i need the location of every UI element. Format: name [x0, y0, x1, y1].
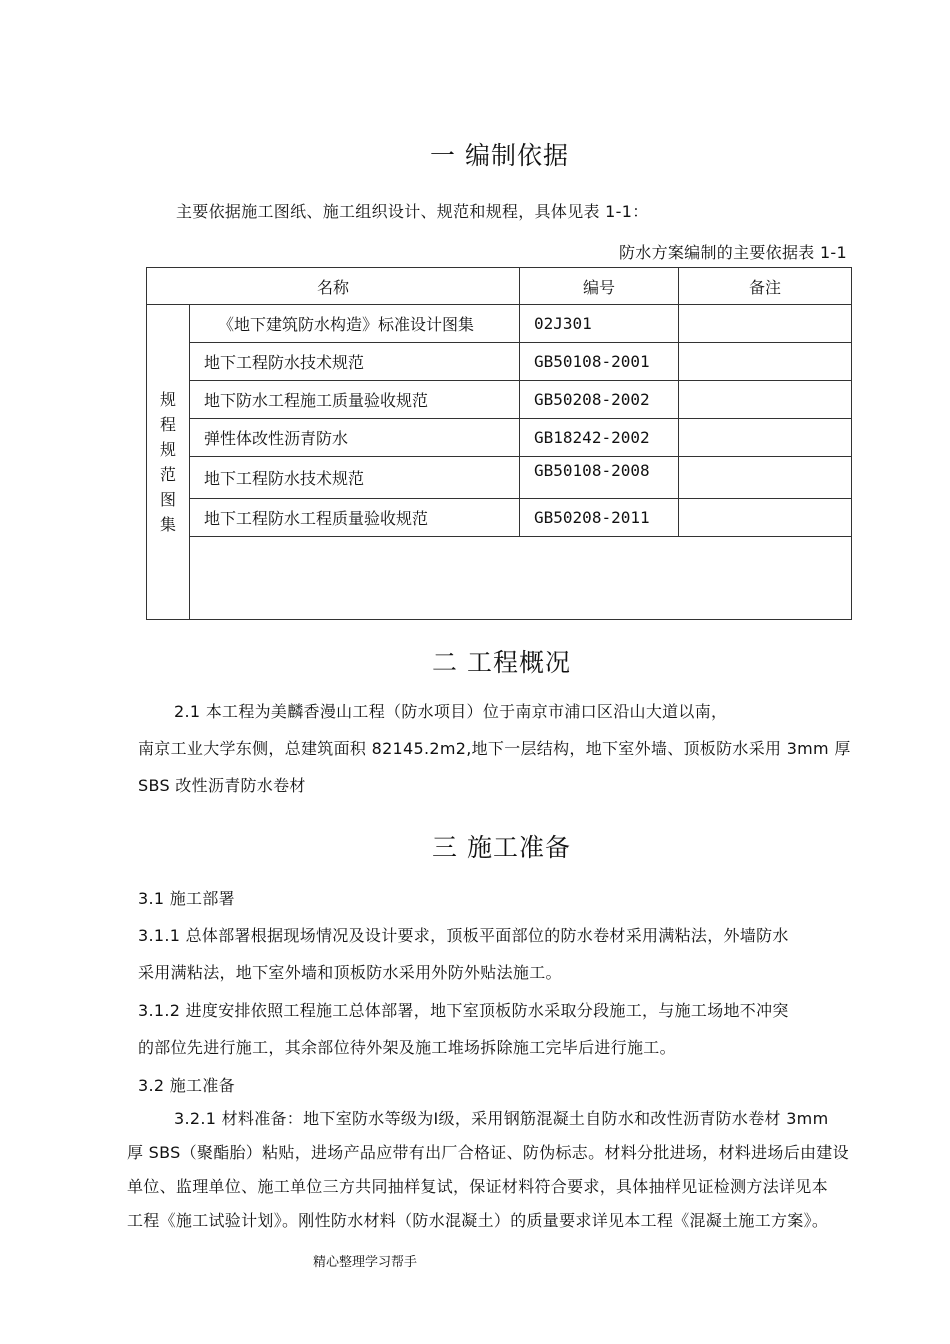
row-note [679, 343, 852, 381]
group-label-char: 规 [159, 390, 176, 409]
row-name: 地下工程防水工程质量验收规范 [190, 499, 520, 537]
row-name: 地下防水工程施工质量验收规范 [190, 381, 520, 419]
table-header-row [147, 268, 852, 305]
row-name: 地下工程防水技术规范 [190, 343, 520, 381]
basis-table [146, 267, 852, 620]
row-code: 02J301 [520, 305, 679, 343]
footer-note: 精心整理学习帮手 [313, 1255, 418, 1270]
header-name: 名称 [147, 268, 520, 305]
row-name: 弹性体改性沥青防水 [190, 419, 520, 457]
blank-cell [190, 537, 852, 620]
header-note: 备注 [679, 268, 852, 305]
row-note [679, 305, 852, 343]
table-row [147, 419, 852, 457]
group-label [147, 305, 190, 620]
table-row [147, 343, 852, 381]
s321-line-2: 厚 SBS（聚酯胎）粘贴，进场产品应带有出厂合格证、防伪标志。材料分批进场，材料进场后由建设 [127, 1143, 849, 1162]
row-code: GB50108-2008 [520, 457, 679, 499]
table-row [147, 305, 852, 343]
table-row [147, 457, 852, 499]
row-name: 《地下建筑防水构造》标准设计图集 [190, 305, 520, 343]
section1-heading: 一 编制依据 [430, 141, 569, 170]
section1-intro: 主要依据施工图纸、施工组织设计、规范和规程，具体见表 1-1： [176, 202, 649, 221]
section2-heading: 二 工程概况 [432, 648, 571, 677]
table-caption: 防水方案编制的主要依据表 1-1 [618, 243, 847, 262]
s312-line-1: 3.1.2 进度安排依照工程施工总体部署，地下室顶板防水采取分段施工，与施工场地不冲突 [138, 1001, 789, 1020]
s321-line-3: 单位、监理单位、施工单位三方共同抽样复试，保证材料符合要求，具体抽样见证检测方法详见本 [127, 1177, 828, 1196]
row-note [679, 457, 852, 499]
group-label-char: 程 [159, 415, 176, 434]
row-note [679, 499, 852, 537]
s311-line-2: 采用满粘法，地下室外墙和顶板防水采用外防外贴法施工。 [138, 963, 562, 982]
row-name: 地下工程防水技术规范 [190, 457, 520, 499]
s31-title: 3.1 施工部署 [138, 889, 235, 908]
group-label-char: 范 [159, 465, 176, 484]
s311-line-1: 3.1.1 总体部署根据现场情况及设计要求，顶板平面部位的防水卷材采用满粘法，外墙防水 [138, 926, 789, 945]
group-label-char: 规 [159, 440, 176, 459]
row-note [679, 381, 852, 419]
section2-line-2: 南京工业大学东侧，总建筑面积 82145.2m2,地下一层结构，地下室外墙、顶板防水采用 3mm 厚 [138, 739, 851, 758]
group-label-char: 集 [159, 515, 176, 534]
s32-title: 3.2 施工准备 [138, 1076, 235, 1095]
s321-line-4: 工程《施工试验计划》。刚性防水材料（防水混凝土）的质量要求详见本工程《混凝土施工方案》。 [127, 1211, 829, 1230]
table-row-blank [147, 537, 852, 620]
s321-line-1: 3.2.1 材料准备：地下室防水等级为Ⅰ级，采用钢筋混凝土自防水和改性沥青防水卷材 3mm [174, 1109, 829, 1128]
row-code: GB50208-2002 [520, 381, 679, 419]
table-row [147, 381, 852, 419]
row-code: GB18242-2002 [520, 419, 679, 457]
section3-heading: 三 施工准备 [432, 833, 571, 862]
row-code: GB50108-2001 [520, 343, 679, 381]
s312-line-2: 的部位先进行施工，其余部位待外架及施工堆场拆除施工完毕后进行施工。 [138, 1038, 676, 1057]
table-row [147, 499, 852, 537]
section2-line-3: SBS 改性沥青防水卷材 [138, 776, 306, 795]
group-label-char: 图 [159, 490, 176, 509]
row-code: GB50208-2011 [520, 499, 679, 537]
section2-line-1: 2.1 本工程为美麟香漫山工程（防水项目）位于南京市浦口区沿山大道以南， [174, 702, 728, 721]
row-note [679, 419, 852, 457]
header-code: 编号 [520, 268, 679, 305]
